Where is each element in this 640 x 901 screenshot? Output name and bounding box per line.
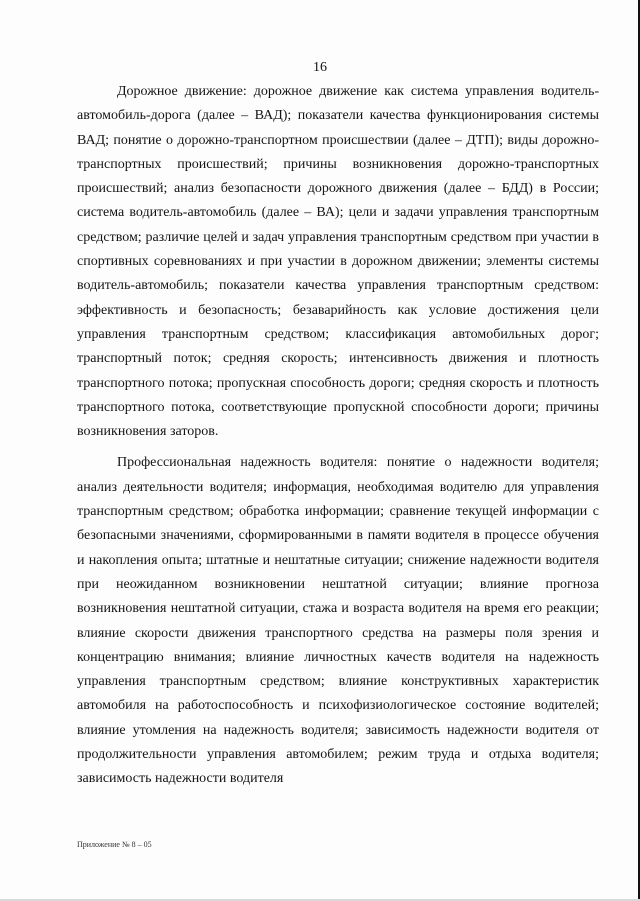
paragraph-road-traffic: Дорожное движение: дорожное движение как система управления водитель-автомобиль-дорога (далее – ВАД); показатели качества функционирования системы ВАД; понятие о дорожно-транспортном происшествии (далее – ДТП); виды дорожно-транспортных происшествий; причины возникновения дорожно-транспортных происшествий; анализ безопасности дорожного движения (далее – БДД) в России; система водитель-автомобиль (далее – ВА); цели и задачи управления транспортным средством; различие целей и задач управления транспортным средством при участии в спортивных соревнованиях и при участии в дорожном движении; элементы системы водитель-автомобиль; показатели качества управления транспортным средством: эффективность и безопасность; безаварийность как условие достижения цели управления транспортным средством; классификация автомобильных дорог; транспортный поток; средняя скорость; интенсивность движения и плотность транспортного потока; пропускная способность дороги; средняя скорость и плотность транспортного потока, соответствующие пропускной способности дороги; причины возникновения заторов. [77,84,599,440]
paragraph-driver-reliability: Профессиональная надежность водителя: понятие о надежности водителя; анализ деятельности водителя; информация, необходимая водителю для управления транспортным средством; обработка информации; сравнение текущей информации с безопасными значениями, сформированными в памяти водителя в процессе обучения и накопления опыта; штатные и нештатные ситуации; снижение надежности водителя при неожиданном возникновении нештатной ситуации; влияние прогноза возникновения нештатной ситуации, стажа и возраста водителя на время его реакции; влияние скорости движения транспортного средства на размеры поля зрения и концентрацию внимания; влияние личностных качеств водителя на надежность управления транспортным средством; влияние конструктивных характеристик автомобиля на работоспособность и психофизиологическое состояние водителей; влияние утомления на надежность водителя; зависимость надежности водителя от продолжительности управления автомобилем; режим труда и отдыха водителя; зависимость надежности водителя [77,455,599,787]
page-number: 16 [313,60,327,75]
footer-note: Приложение № 8 – 05 [77,840,152,849]
body-text [77,80,599,792]
